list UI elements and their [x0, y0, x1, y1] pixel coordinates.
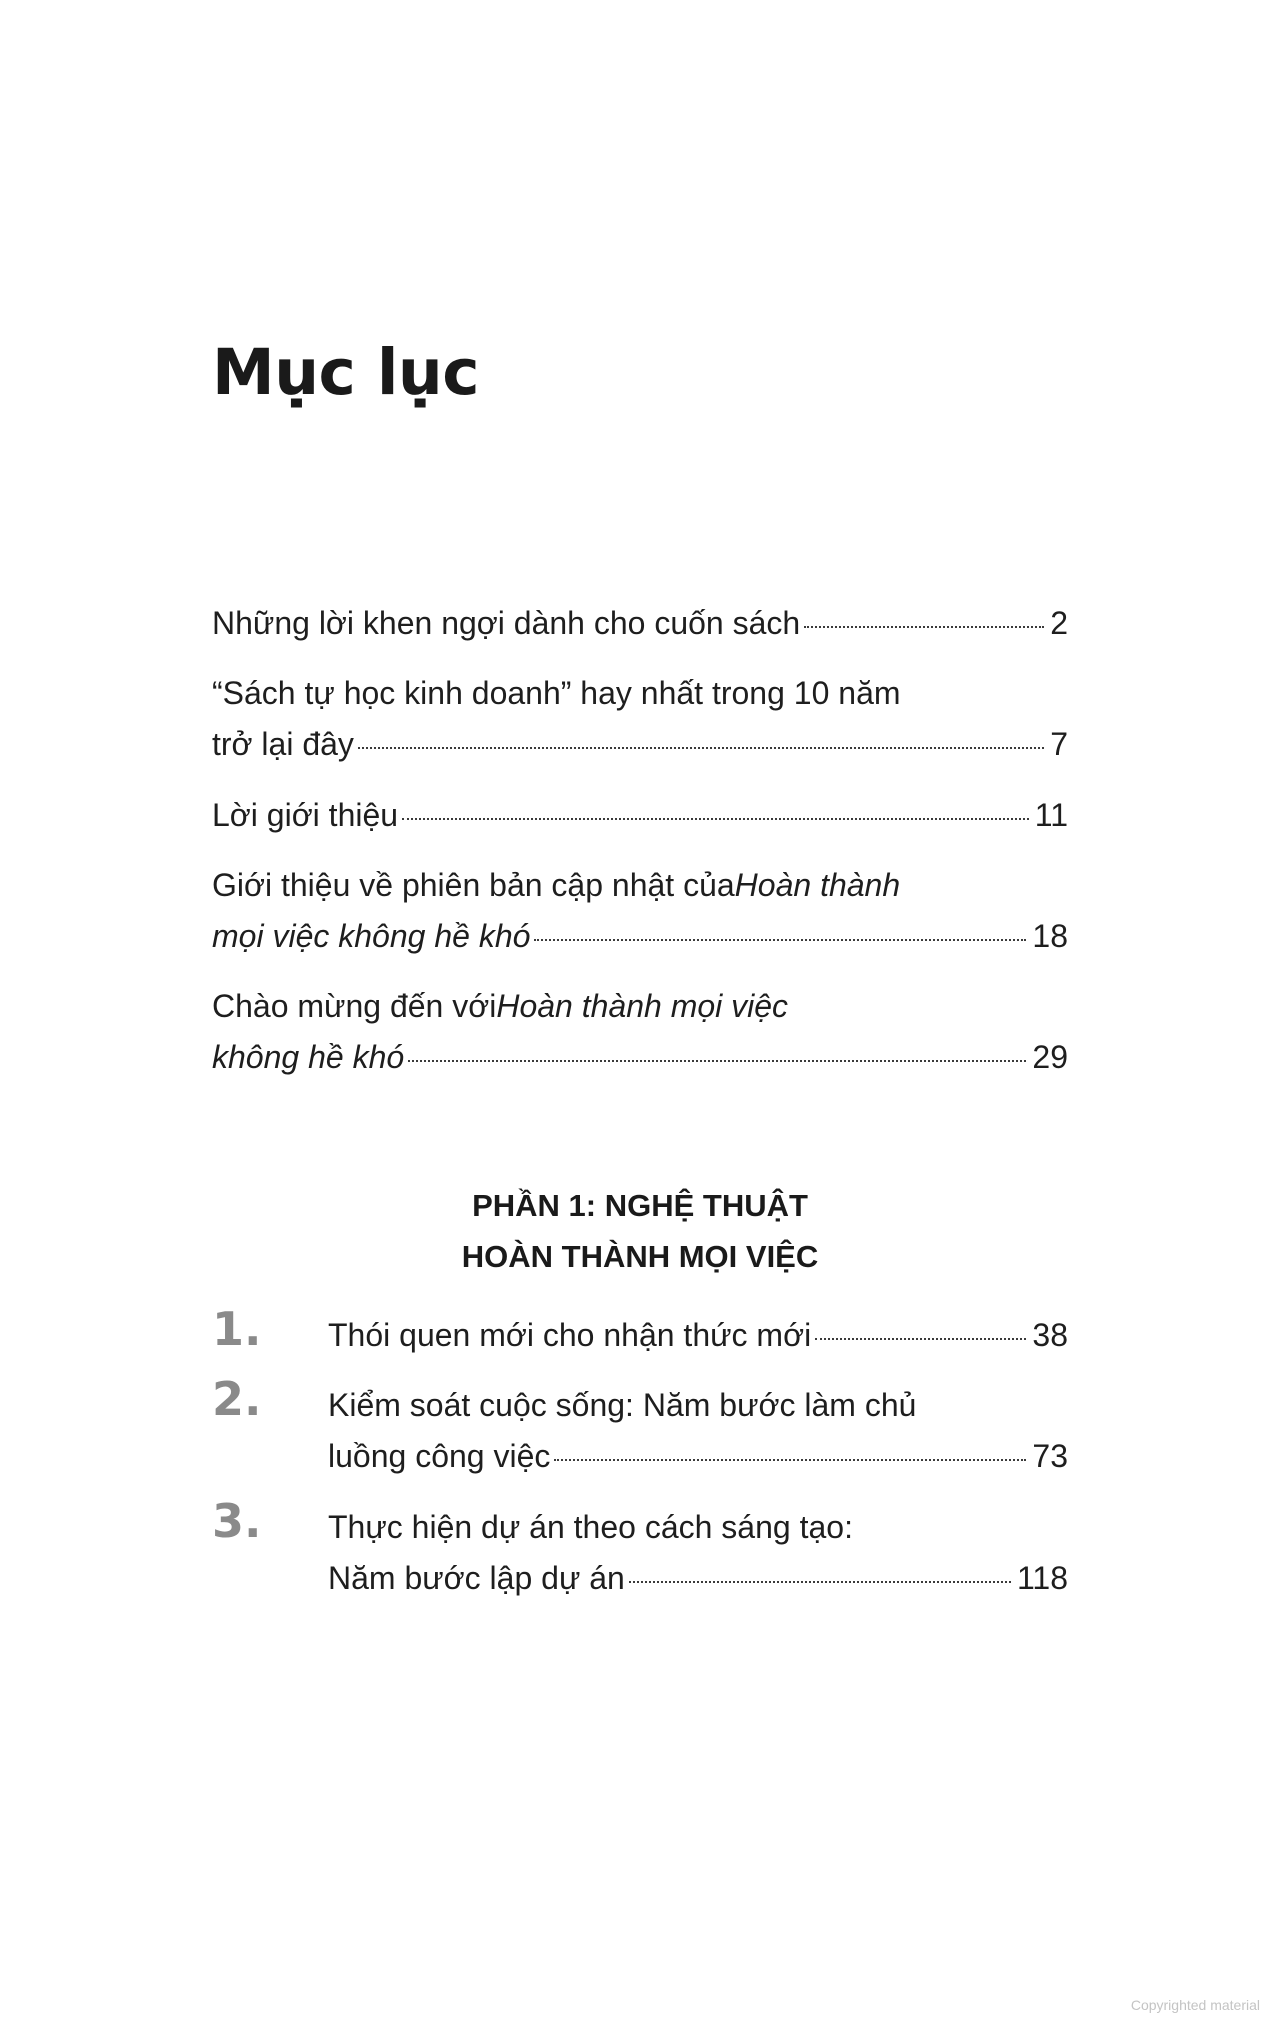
dot-leader — [815, 1338, 1026, 1340]
chapter-title: Thực hiện dự án theo cách sáng tạo: — [328, 1509, 853, 1545]
toc-entry-italic-text: mọi việc không hề khó — [212, 918, 531, 954]
copyright-footer: Copyrighted material — [1130, 1997, 1260, 2013]
toc-page-number: 29 — [1032, 1039, 1068, 1075]
part-heading-line: PHẦN 1: NGHỆ THUẬT — [472, 1188, 808, 1223]
chapter-body — [328, 1310, 1068, 1361]
toc-entry-line — [212, 1032, 1068, 1083]
chapter-number: 3. — [212, 1494, 262, 1548]
dot-leader — [804, 626, 1044, 628]
page-title: Mục lục — [212, 336, 480, 409]
toc-entry-italic-text: Hoàn thành — [734, 867, 901, 903]
toc-entry-line — [212, 719, 1068, 770]
dot-leader — [402, 818, 1029, 820]
chapter-title: Thói quen mới cho nhận thức mới — [328, 1317, 812, 1353]
toc-entry-text: Những lời khen ngợi dành cho cuốn sách — [212, 605, 801, 641]
toc-page-number: 2 — [1050, 605, 1068, 641]
chapter-page-number: 38 — [1032, 1317, 1068, 1353]
chapter-number: 1. — [212, 1302, 262, 1356]
toc-entry[interactable] — [212, 981, 1068, 1083]
chapter-title: luồng công việc — [328, 1438, 551, 1474]
chapter-line — [328, 1502, 1068, 1553]
toc-entry-line — [212, 668, 1068, 719]
part-heading-line: HOÀN THÀNH MỌI VIỆC — [461, 1239, 819, 1274]
dot-leader — [358, 747, 1044, 749]
toc-entry-text: trở lại đây — [212, 726, 354, 762]
chapter-page-number: 118 — [1016, 1560, 1068, 1596]
chapter-line — [328, 1310, 1068, 1361]
chapter-line — [328, 1553, 1068, 1604]
toc-entry[interactable] — [212, 668, 1068, 770]
toc-entry-text: “Sách tự học kinh doanh” hay nhất trong 10 năm — [212, 675, 901, 711]
toc-entry-line — [212, 598, 1068, 649]
toc-entry[interactable] — [212, 860, 1068, 962]
toc-entry-line — [212, 911, 1068, 962]
chapter-number: 2. — [212, 1372, 262, 1426]
toc-page-number: 7 — [1050, 726, 1068, 762]
toc-entry-italic-text: Hoàn thành mọi việc — [496, 988, 789, 1024]
toc-entry[interactable] — [212, 598, 1068, 649]
chapter-line — [328, 1431, 1068, 1482]
chapter-page-number: 73 — [1032, 1438, 1068, 1474]
dot-leader — [554, 1459, 1026, 1461]
toc-entry-line — [212, 981, 1068, 1032]
dot-leader — [408, 1060, 1026, 1062]
dot-leader — [534, 939, 1026, 941]
toc-entry-text: Giới thiệu về phiên bản cập nhật của — [212, 867, 735, 903]
toc-entry-line — [212, 860, 1068, 911]
chapter-body — [328, 1502, 1068, 1604]
toc-page-number: 11 — [1034, 797, 1068, 833]
toc-entry-text: Lời giới thiệu — [212, 797, 399, 833]
toc-entry-italic-text: không hề khó — [212, 1039, 405, 1075]
chapter-title: Năm bước lập dự án — [328, 1560, 625, 1596]
toc-page-number: 18 — [1032, 918, 1068, 954]
toc-entry-line — [212, 790, 1068, 841]
chapter-body — [328, 1380, 1068, 1482]
part-heading — [212, 1180, 1068, 1282]
dot-leader — [629, 1581, 1011, 1583]
toc-entry-text: Chào mừng đến với — [212, 988, 497, 1024]
toc-entry[interactable] — [212, 790, 1068, 841]
chapter-line — [328, 1380, 1068, 1431]
chapter-title: Kiểm soát cuộc sống: Năm bước làm chủ — [328, 1387, 917, 1423]
